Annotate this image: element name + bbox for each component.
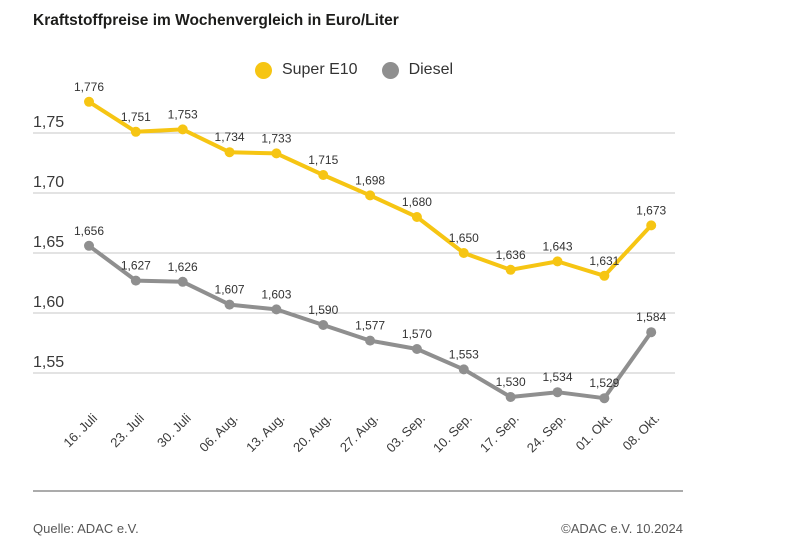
- data-point-diesel: [318, 320, 328, 330]
- data-label-super-e10: 1,733: [261, 131, 292, 146]
- data-point-diesel: [459, 364, 469, 374]
- data-label-diesel: 1,530: [495, 375, 526, 389]
- data-label-super-e10: 1,643: [542, 239, 573, 254]
- data-point-super-e10: [506, 265, 516, 275]
- data-label-diesel: 1,627: [120, 258, 151, 273]
- data-point-super-e10: [553, 256, 563, 266]
- x-tick-label: 17. Sep.: [476, 410, 522, 456]
- data-point-diesel: [178, 277, 188, 287]
- x-tick-label: 27. Aug.: [336, 410, 382, 455]
- data-label-super-e10: 1,753: [167, 107, 198, 122]
- data-label-diesel: 1,529: [589, 376, 620, 391]
- x-tick-label: 16. Juli: [60, 410, 101, 451]
- data-label-super-e10: 1,698: [355, 173, 386, 188]
- x-tick-label: 01. Okt.: [572, 410, 616, 454]
- data-point-super-e10: [412, 212, 422, 222]
- data-point-diesel: [646, 327, 656, 337]
- legend-label-diesel: Diesel: [408, 61, 454, 78]
- data-label-super-e10: 1,631: [589, 253, 620, 268]
- data-label-diesel: 1,553: [448, 347, 479, 362]
- data-point-diesel: [225, 300, 235, 310]
- source-note: Quelle: ADAC e.V.: [33, 521, 139, 536]
- data-point-diesel: [365, 336, 375, 346]
- data-label-super-e10: 1,650: [448, 231, 479, 245]
- x-tick-label: 30. Juli: [154, 410, 194, 451]
- data-label-super-e10: 1,734: [214, 130, 245, 145]
- footer-divider: [33, 490, 683, 492]
- data-point-diesel: [412, 344, 422, 354]
- data-label-diesel: 1,656: [73, 223, 105, 238]
- data-point-diesel: [506, 392, 516, 402]
- data-label-diesel: 1,626: [167, 259, 198, 274]
- data-point-diesel: [84, 241, 94, 251]
- data-label-super-e10: 1,776: [73, 79, 105, 94]
- x-tick-label: 24. Sep.: [523, 410, 569, 456]
- page-title: Kraftstoffpreise im Wochenvergleich in Euro/Liter: [33, 12, 399, 29]
- data-label-diesel: 1,590: [308, 303, 339, 317]
- x-tick-label: 08. Okt.: [619, 410, 663, 454]
- data-point-super-e10: [318, 170, 328, 180]
- x-tick-label: 03. Sep.: [383, 410, 429, 456]
- data-label-diesel: 1,607: [214, 282, 245, 297]
- footer: [33, 521, 683, 536]
- data-label-diesel: 1,534: [542, 370, 573, 385]
- data-label-super-e10: 1,715: [308, 153, 339, 167]
- data-label-diesel: 1,570: [401, 327, 432, 341]
- data-point-super-e10: [178, 124, 188, 134]
- data-point-diesel: [599, 393, 609, 403]
- data-point-diesel: [271, 304, 281, 314]
- data-point-super-e10: [599, 271, 609, 281]
- data-point-super-e10: [131, 127, 141, 137]
- data-point-super-e10: [365, 190, 375, 200]
- y-tick-label: 1,65: [33, 234, 65, 251]
- y-tick-label: 1,60: [33, 294, 65, 311]
- legend-label-super-e10: Super E10: [281, 61, 358, 78]
- data-label-super-e10: 1,680: [401, 195, 432, 209]
- y-tick-label: 1,75: [33, 114, 65, 131]
- data-point-super-e10: [459, 248, 469, 258]
- x-tick-label: 10. Sep.: [430, 410, 475, 456]
- data-point-super-e10: [271, 148, 281, 158]
- y-tick-label: 1,70: [33, 174, 65, 191]
- x-tick-label: 23. Juli: [107, 410, 147, 451]
- x-tick-label: 13. Aug.: [243, 410, 288, 455]
- data-point-super-e10: [646, 220, 656, 230]
- x-tick-label: 06. Aug.: [196, 410, 241, 455]
- data-label-diesel: 1,584: [636, 310, 667, 325]
- data-label-super-e10: 1,636: [495, 247, 526, 262]
- data-point-super-e10: [84, 97, 94, 107]
- data-label-diesel: 1,577: [355, 318, 386, 333]
- copyright-note: ©ADAC e.V. 10.2024: [561, 521, 683, 536]
- data-point-diesel: [553, 387, 563, 397]
- x-tick-label: 20. Aug.: [290, 410, 335, 455]
- data-point-super-e10: [225, 147, 235, 157]
- data-point-diesel: [131, 276, 141, 286]
- y-tick-label: 1,55: [33, 354, 65, 371]
- data-label-super-e10: 1,673: [636, 203, 667, 218]
- data-label-super-e10: 1,751: [120, 109, 151, 124]
- data-label-diesel: 1,603: [261, 287, 292, 302]
